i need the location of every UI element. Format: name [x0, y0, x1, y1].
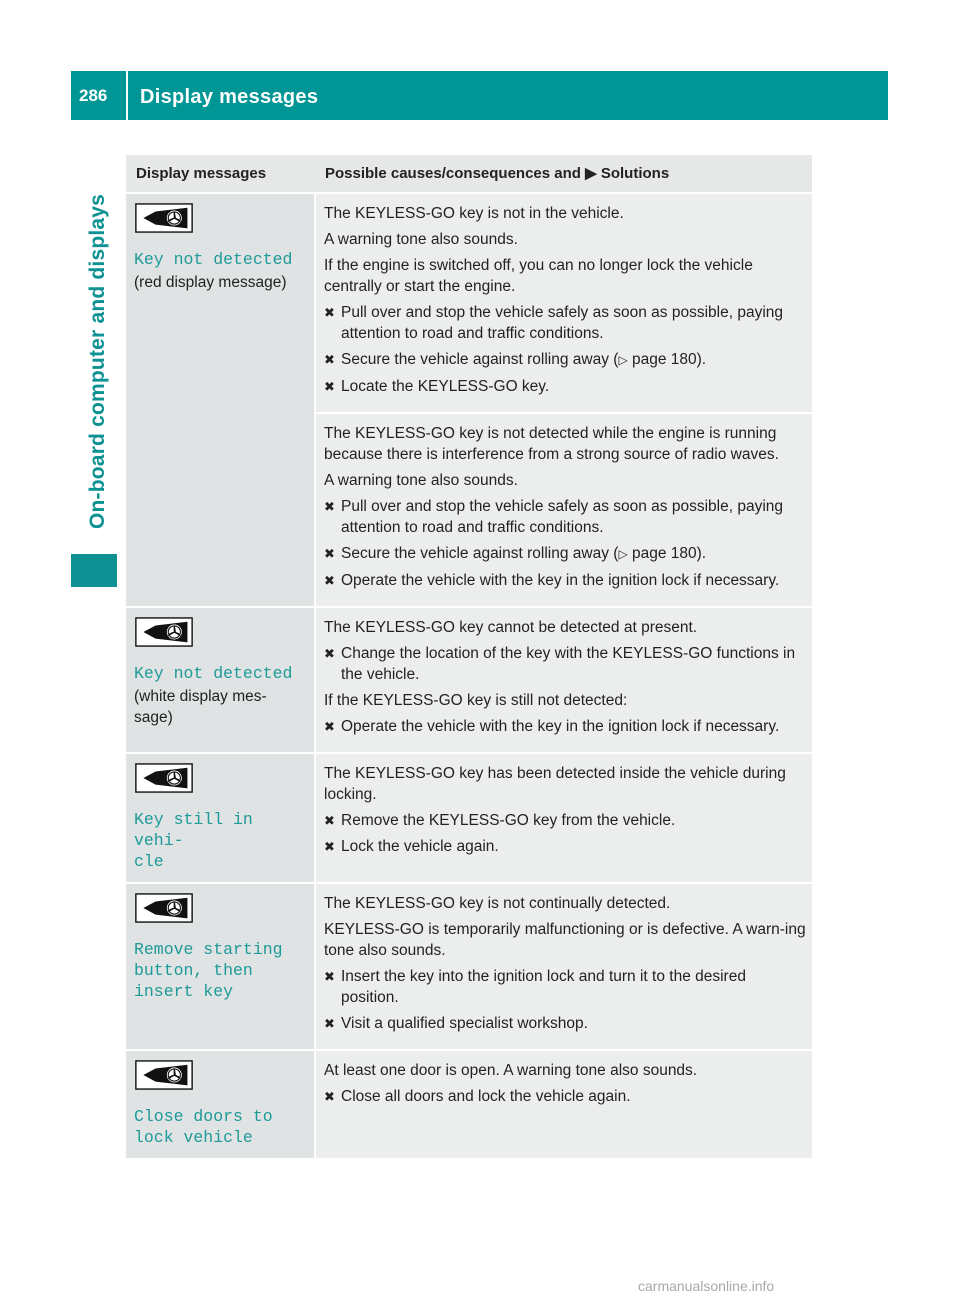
- message-note: (white display mes- sage): [134, 688, 267, 726]
- table-row: [126, 607, 812, 753]
- step-text: Remove the KEYLESS-GO key from the vehicle.: [341, 812, 676, 829]
- page-ref-triangle-icon: ▷: [618, 547, 628, 561]
- cause-text: A warning tone also sounds.: [324, 472, 518, 489]
- solution-step: [324, 716, 806, 737]
- header-divider: [126, 71, 128, 120]
- message-cell: [126, 753, 315, 883]
- solution-step: [324, 349, 806, 371]
- step-arrow-icon: ✖: [324, 1016, 335, 1031]
- cause-text: At least one door is open. A warning tone also sounds.: [324, 1062, 698, 1079]
- key-fob-icon: [134, 203, 194, 233]
- step-text: Lock the vehicle again.: [341, 838, 499, 855]
- solution-step: [324, 836, 806, 857]
- solution-step: [324, 810, 806, 831]
- step-arrow-icon: ✖: [324, 546, 335, 561]
- solution-step: [324, 496, 806, 538]
- col-header-causes-text: Possible causes/consequences and: [325, 165, 581, 182]
- step-text: Pull over and stop the vehicle safely as soon as possible, paying attention to road and traffic conditions.: [341, 304, 784, 342]
- cause-text: The KEYLESS-GO key is not in the vehicle.: [324, 205, 624, 222]
- cause-text: The KEYLESS-GO key has been detected inside the vehicle during locking.: [324, 765, 786, 803]
- chapter-tab-label: On-board computer and displays: [86, 193, 109, 529]
- message-cell: [126, 193, 315, 607]
- watermark: carmanualsonline.info: [638, 1278, 775, 1294]
- page-reference[interactable]: page 180).: [631, 545, 707, 562]
- solution-cell: [315, 753, 812, 883]
- step-arrow-icon: ✖: [324, 969, 335, 984]
- step-arrow-icon: ✖: [324, 352, 335, 367]
- key-fob-icon: [134, 763, 194, 793]
- cause-text: A warning tone also sounds.: [324, 231, 518, 248]
- cause-text: The KEYLESS-GO key cannot be detected at present.: [324, 619, 698, 636]
- message-cell: [126, 607, 315, 753]
- solution-step: [324, 966, 806, 1008]
- step-arrow-icon: ✖: [324, 646, 335, 661]
- step-text: Close all doors and lock the vehicle again.: [341, 1088, 631, 1105]
- step-text: Secure the vehicle against rolling away (: [341, 351, 619, 368]
- message-note: (red display message): [134, 274, 287, 291]
- step-text: Visit a qualified specialist workshop.: [341, 1015, 588, 1032]
- page-ref-triangle-icon: ▷: [618, 353, 628, 367]
- step-arrow-icon: ✖: [324, 573, 335, 588]
- step-arrow-icon: ✖: [324, 499, 335, 514]
- key-fob-icon: [134, 617, 194, 647]
- step-arrow-icon: ✖: [324, 839, 335, 854]
- page-number: 286: [79, 86, 108, 105]
- col-header-solutions-text: Solutions: [600, 165, 670, 182]
- step-text: Pull over and stop the vehicle safely as soon as possible, paying attention to road and traffic conditions.: [341, 498, 784, 536]
- step-arrow-icon: ✖: [324, 305, 335, 320]
- key-fob-icon: [134, 1060, 194, 1090]
- step-arrow-icon: ✖: [324, 813, 335, 828]
- message-cell: [126, 1050, 315, 1159]
- cause-text: KEYLESS-GO is temporarily malfunctioning or is defective. A warn-ing tone also sounds.: [324, 921, 806, 959]
- message-text: Key not detected: [134, 250, 293, 269]
- cause-text: The KEYLESS-GO key is not detected while the engine is running because there is interference from a strong source of radio waves.: [324, 425, 779, 463]
- solution-cell: [315, 883, 812, 1050]
- step-arrow-icon: ✖: [324, 1089, 335, 1104]
- solution-step: [324, 543, 806, 565]
- table-row: [126, 883, 812, 1050]
- step-text: Insert the key into the ignition lock and turn it to the desired position.: [341, 968, 746, 1006]
- message-text: Remove starting button, then insert key: [134, 940, 283, 1001]
- solution-step: [324, 1013, 806, 1034]
- table-header-row: [126, 155, 812, 193]
- key-fob-icon: [134, 893, 194, 923]
- solution-cell: [315, 193, 812, 413]
- solution-step: [324, 643, 806, 685]
- solution-cell: [315, 1050, 812, 1159]
- col-header-causes-solutions: [315, 155, 812, 193]
- table-row: [126, 753, 812, 883]
- message-text: Key not detected: [134, 664, 293, 683]
- page-title: Display messages: [140, 86, 319, 108]
- solution-step: [324, 376, 806, 397]
- step-arrow-icon: ✖: [324, 719, 335, 734]
- message-text: Key still in vehi‑ cle: [134, 810, 253, 871]
- cause-text: If the KEYLESS-GO key is still not detected:: [324, 692, 628, 709]
- solution-step: [324, 302, 806, 344]
- table-row: [126, 1050, 812, 1159]
- message-cell: [126, 883, 315, 1050]
- step-text: Change the location of the key with the KEYLESS-GO functions in the vehicle.: [341, 645, 796, 683]
- solution-step: [324, 1086, 806, 1107]
- solution-cell: [315, 607, 812, 753]
- cause-text: If the engine is switched off, you can no longer lock the vehicle centrally or start the engine.: [324, 257, 753, 295]
- step-text: Operate the vehicle with the key in the ignition lock if necessary.: [341, 718, 780, 735]
- col-header-display-messages: Display messages: [126, 155, 315, 193]
- step-text: Operate the vehicle with the key in the ignition lock if necessary.: [341, 572, 780, 589]
- step-arrow-icon: ✖: [324, 379, 335, 394]
- display-messages-table: [126, 155, 812, 1160]
- cause-text: The KEYLESS-GO key is not continually detected.: [324, 895, 671, 912]
- page-reference[interactable]: page 180).: [631, 351, 707, 368]
- table-row: [126, 193, 812, 413]
- solution-arrow-icon: ▶: [585, 165, 597, 182]
- chapter-tab-marker: [71, 554, 117, 587]
- solution-cell: [315, 413, 812, 607]
- step-text: Secure the vehicle against rolling away (: [341, 545, 619, 562]
- solution-step: [324, 570, 806, 591]
- message-text: Close doors to lock vehicle: [134, 1107, 273, 1147]
- step-text: Locate the KEYLESS-GO key.: [341, 378, 550, 395]
